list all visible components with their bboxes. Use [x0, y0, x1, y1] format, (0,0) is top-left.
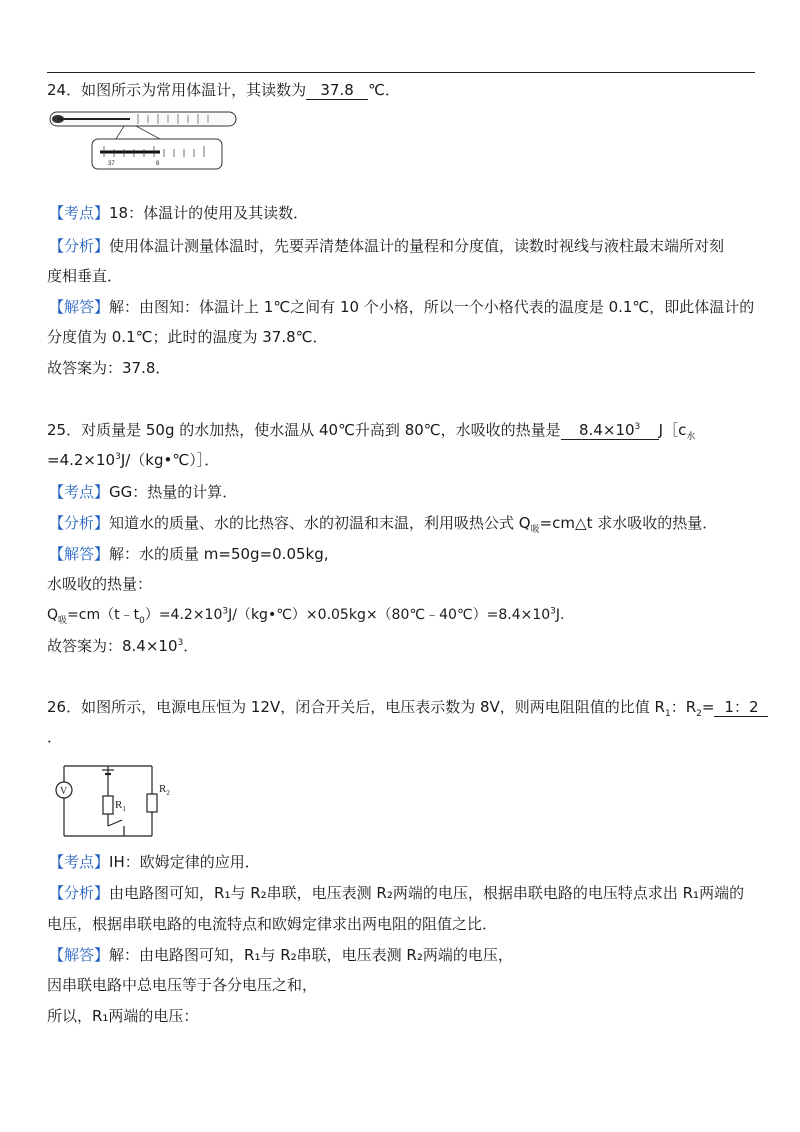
q25-jieda-2: 水吸收的热量：: [47, 575, 153, 593]
q24-fenxi-2: 度相垂直．: [47, 267, 123, 285]
q26-stem-dot: ．: [47, 728, 63, 746]
q24-jieda-1: 【解答】解：由图知：体温计上 1℃之间有 10 个小格，所以一个小格代表的温度是 0.1℃，即此体温计的: [49, 298, 755, 316]
q26-stem: 26．如图所示，电源电压恒为 12V，闭合开关后，电压表示数为 8V，则两电阻阻值的比值 $R_1$：$R_2= 1$：2: [47, 697, 768, 717]
q26-fenxi-1: 【分析】由电路图可知，R₁与 R₂串联，电压表测 R₂两端的电压，根据串联电路的电压特点求出 R₁两端的: [49, 884, 745, 902]
q24-scale-right: 8: [156, 161, 160, 167]
q24-fenxi-1: 【分析】使用体温计测量体温时，先要弄清楚体温计的量程和分度值，读数时视线与液柱最末端所对刻: [49, 237, 725, 255]
q25-formula: $Q_吸=cm(t﹣t_0)=4.2\times 10^3J/(kg•℃)\times 0.05kg\times(80℃﹣40℃)=8.4\times 10^3J$.: [47, 606, 565, 626]
r2-label: $R_2$: [159, 783, 170, 797]
resistor-r1: [103, 796, 113, 814]
q24-daan: 故答案为：37.8．: [47, 359, 171, 377]
q24-kaodian: 【考点】18：体温计的使用及其读数．: [49, 204, 309, 222]
q24-answer: 37.8: [306, 81, 368, 100]
q24-stem: 24．如图所示为常用体温计，其读数为 37.8 ℃．: [47, 81, 400, 99]
q26-answer: 1：2: [714, 698, 768, 717]
voltmeter-label: V: [60, 786, 68, 797]
q26-jieda-3: 所以，R₁两端的电压：: [47, 1007, 199, 1025]
thermometer-figure: [48, 109, 240, 173]
q25-jieda-1: 【解答】解：水的质量 m=50g=0.05kg,: [49, 545, 329, 563]
q25-answer: $8.4\times 10^3$: [561, 421, 659, 440]
q25-fenxi: 【分析】知道水的质量、水的比热容、水的初温和末温，利用吸热公式 $Q_吸=cm\triangle t$ 求水吸收的热量．: [49, 514, 718, 535]
q26-jieda-1: 【解答】解：由电路图可知，R₁与 R₂串联，电压表测 R₂两端的电压，: [49, 946, 513, 964]
circuit-diagram: [46, 756, 186, 838]
q25-kaodian: 【考点】GG：热量的计算．: [49, 483, 238, 501]
q26-fenxi-2: 电压，根据串联电路的电流特点和欧姆定律求出两电阻的阻值之比．: [47, 915, 498, 933]
resistor-r2: [147, 794, 157, 812]
q25-stem: 25．对质量是 50g 的水加热，使水温从 40℃升高到 80℃，水吸收的热量是 $8.4\times 10^3$ $J[c_水$: [47, 421, 696, 442]
q26-kaodian: 【考点】IH：欧姆定律的应用．: [49, 853, 260, 871]
header-rule: [47, 72, 755, 73]
q26-jieda-2: 因串联电路中总电压等于各分电压之和，: [47, 976, 318, 994]
q24-jieda-2: 分度值为 0.1℃；此时的温度为 37.8℃．: [47, 328, 328, 346]
q25-daan: 故答案为：$8.4\times 10^3$．: [47, 637, 199, 655]
q25-stem-2: $=4.2\times 10^3J/(kg•℃)]$．: [47, 451, 220, 469]
r1-label: $R_1$: [115, 799, 126, 813]
q24-scale-left: 37: [108, 161, 115, 167]
